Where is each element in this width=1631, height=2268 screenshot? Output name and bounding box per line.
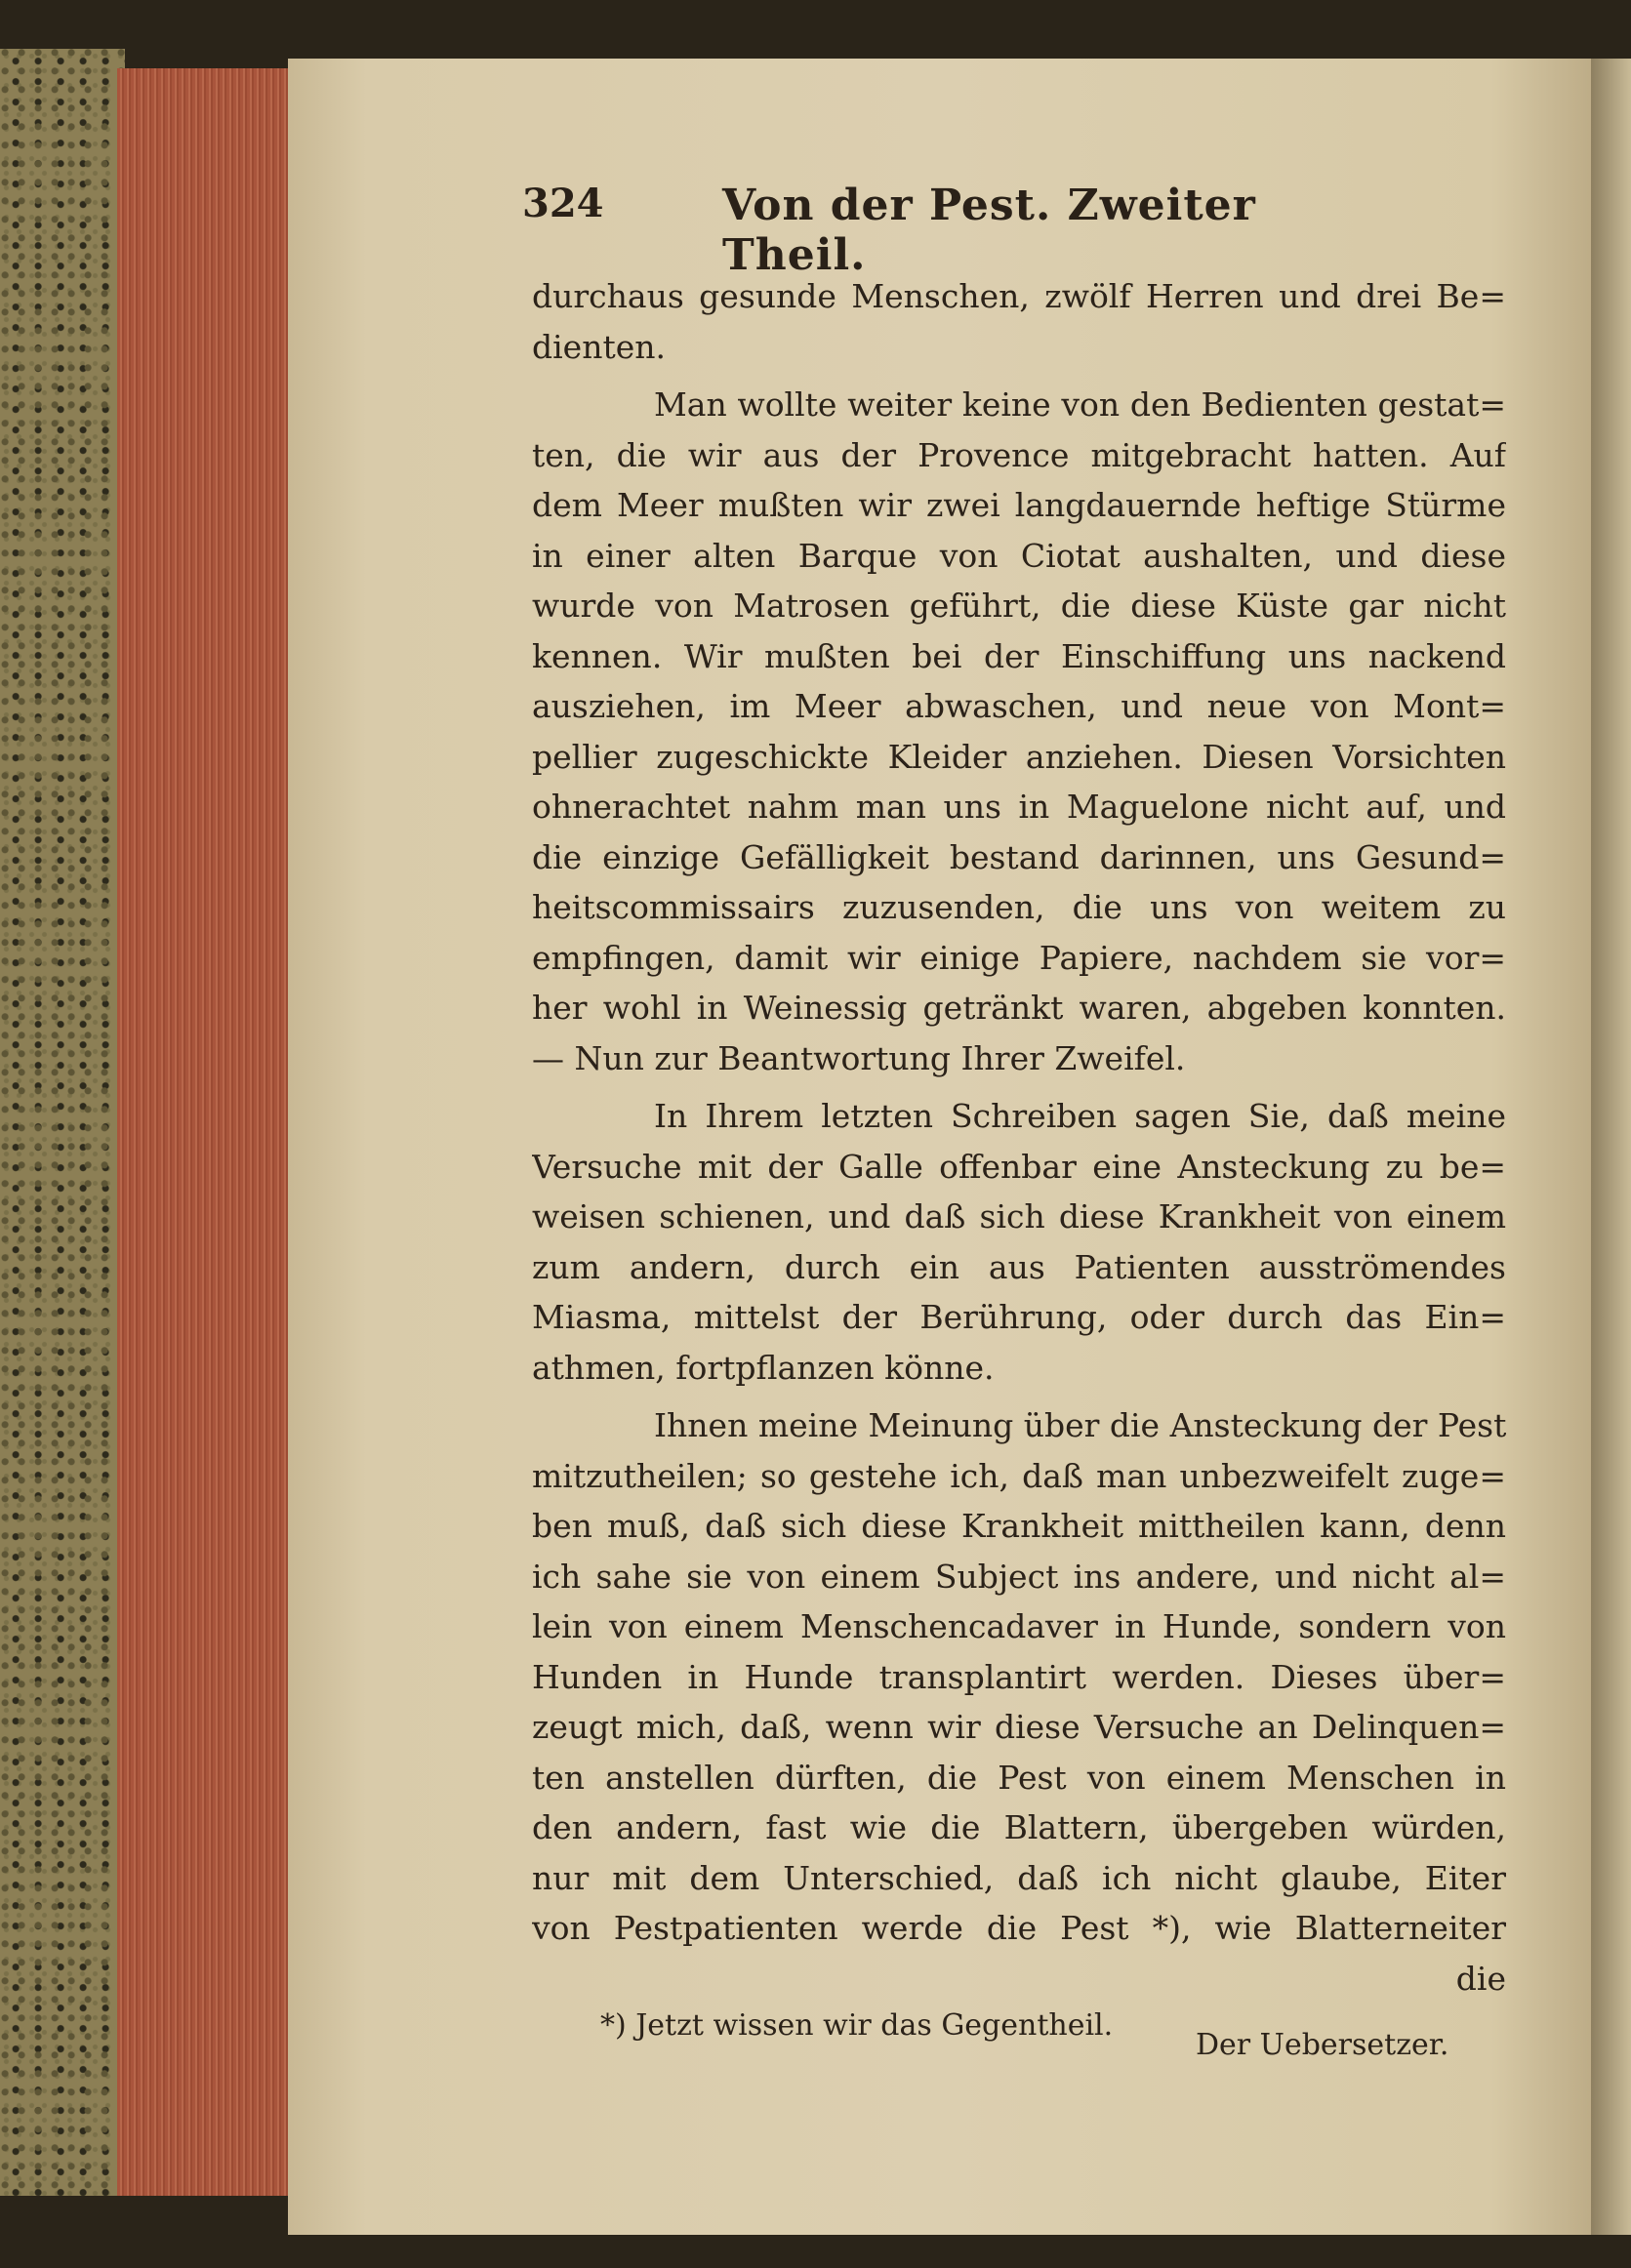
- text-line: lein von einem Menschencadaver in Hunde, sondern von: [532, 1607, 1506, 1645]
- text-line: in einer alten Barque von Ciotat aushalten, und diese: [532, 536, 1506, 575]
- footnote-area: [600, 2008, 1459, 2067]
- facing-page-edge: [1591, 59, 1631, 2235]
- text-line: zum andern, durch ein aus Patienten ausströmendes: [532, 1247, 1506, 1286]
- text-line: athmen, fortpflanzen könne.: [532, 1348, 995, 1387]
- page-header: [522, 181, 1332, 280]
- text-line: durchaus gesunde Menschen, zwölf Herren und drei Be=: [532, 277, 1506, 315]
- text-line: Versuche mit der Galle offenbar eine Ansteckung zu be=: [532, 1147, 1506, 1186]
- text-line: wurde von Matrosen geführt, die diese Küste gar nicht: [532, 587, 1506, 625]
- page-number: 324: [522, 181, 604, 226]
- text-line: von Pestpatienten werde die Pest *), wie Blatterneiter: [532, 1909, 1506, 1947]
- text-line: weisen schienen, und daß sich diese Krankheit von einem: [532, 1197, 1506, 1235]
- text-line: Hunden in Hunde transplantirt werden. Dieses über=: [532, 1657, 1506, 1696]
- footnote-attribution: Der Uebersetzer.: [1196, 2028, 1449, 2062]
- footnote: *) Jetzt wissen wir das Gegentheil.: [600, 2008, 1114, 2043]
- text-line: zeugt mich, daß, wenn wir diese Versuche an Delinquen=: [532, 1708, 1506, 1746]
- text-line: pellier zugeschickte Kleider anziehen. Diesen Vorsichten: [532, 737, 1506, 776]
- text-line: ten, die wir aus der Provence mitgebracht hatten. Auf: [532, 435, 1506, 474]
- text-line: her wohl in Weinessig getränkt waren, abgeben konnten.: [532, 989, 1506, 1027]
- text-line: Miasma, mittelst der Berührung, oder durch das Ein=: [532, 1298, 1506, 1336]
- text-line: Man wollte weiter keine von den Bedienten gestat=: [654, 385, 1506, 424]
- text-line: den andern, fast wie die Blattern, übergeben würden,: [532, 1808, 1506, 1846]
- text-line: ben muß, daß sich diese Krankheit mittheilen kann, denn: [532, 1507, 1506, 1545]
- text-line: empfingen, damit wir einige Papiere, nachdem sie vor=: [532, 938, 1506, 977]
- text-line: dienten.: [532, 327, 666, 366]
- book-cover-board: [0, 49, 125, 2196]
- text-line: die einzige Gefälligkeit bestand darinnen, uns Gesund=: [532, 837, 1506, 876]
- running-head: Von der Pest. Zweiter Theil.: [722, 181, 1256, 280]
- text-line: ich sahe sie von einem Subject ins andere, und nicht al=: [532, 1557, 1506, 1596]
- text-line: Ihnen meine Meinung über die Ansteckung der Pest: [654, 1406, 1506, 1444]
- page-edges: [117, 68, 290, 2196]
- text-line: ohnerachtet nahm man uns in Maguelone nicht auf, und: [532, 788, 1506, 826]
- text-line: mitzutheilen; so gestehe ich, daß man unbezweifelt zuge=: [532, 1456, 1506, 1495]
- body-text: [532, 271, 1506, 2004]
- text-line: — Nun zur Beantwortung Ihrer Zweifel.: [532, 1038, 1186, 1077]
- text-line: nur mit dem Unterschied, daß ich nicht glaube, Eiter: [532, 1858, 1506, 1897]
- text-line: heitscommissairs zuzusenden, die uns von weitem zu: [532, 888, 1506, 926]
- text-line: dem Meer mußten wir zwei langdauernde heftige Stürme: [532, 486, 1506, 524]
- text-line: In Ihrem letzten Schreiben sagen Sie, daß meine: [654, 1097, 1506, 1135]
- text-line: kennen. Wir mußten bei der Einschiffung uns nackend: [532, 636, 1506, 675]
- catchword: die: [1455, 1959, 1506, 1998]
- text-line: ten anstellen dürften, die Pest von einem Menschen in: [532, 1758, 1506, 1797]
- text-line: ausziehen, im Meer abwaschen, und neue von Mont=: [532, 687, 1506, 725]
